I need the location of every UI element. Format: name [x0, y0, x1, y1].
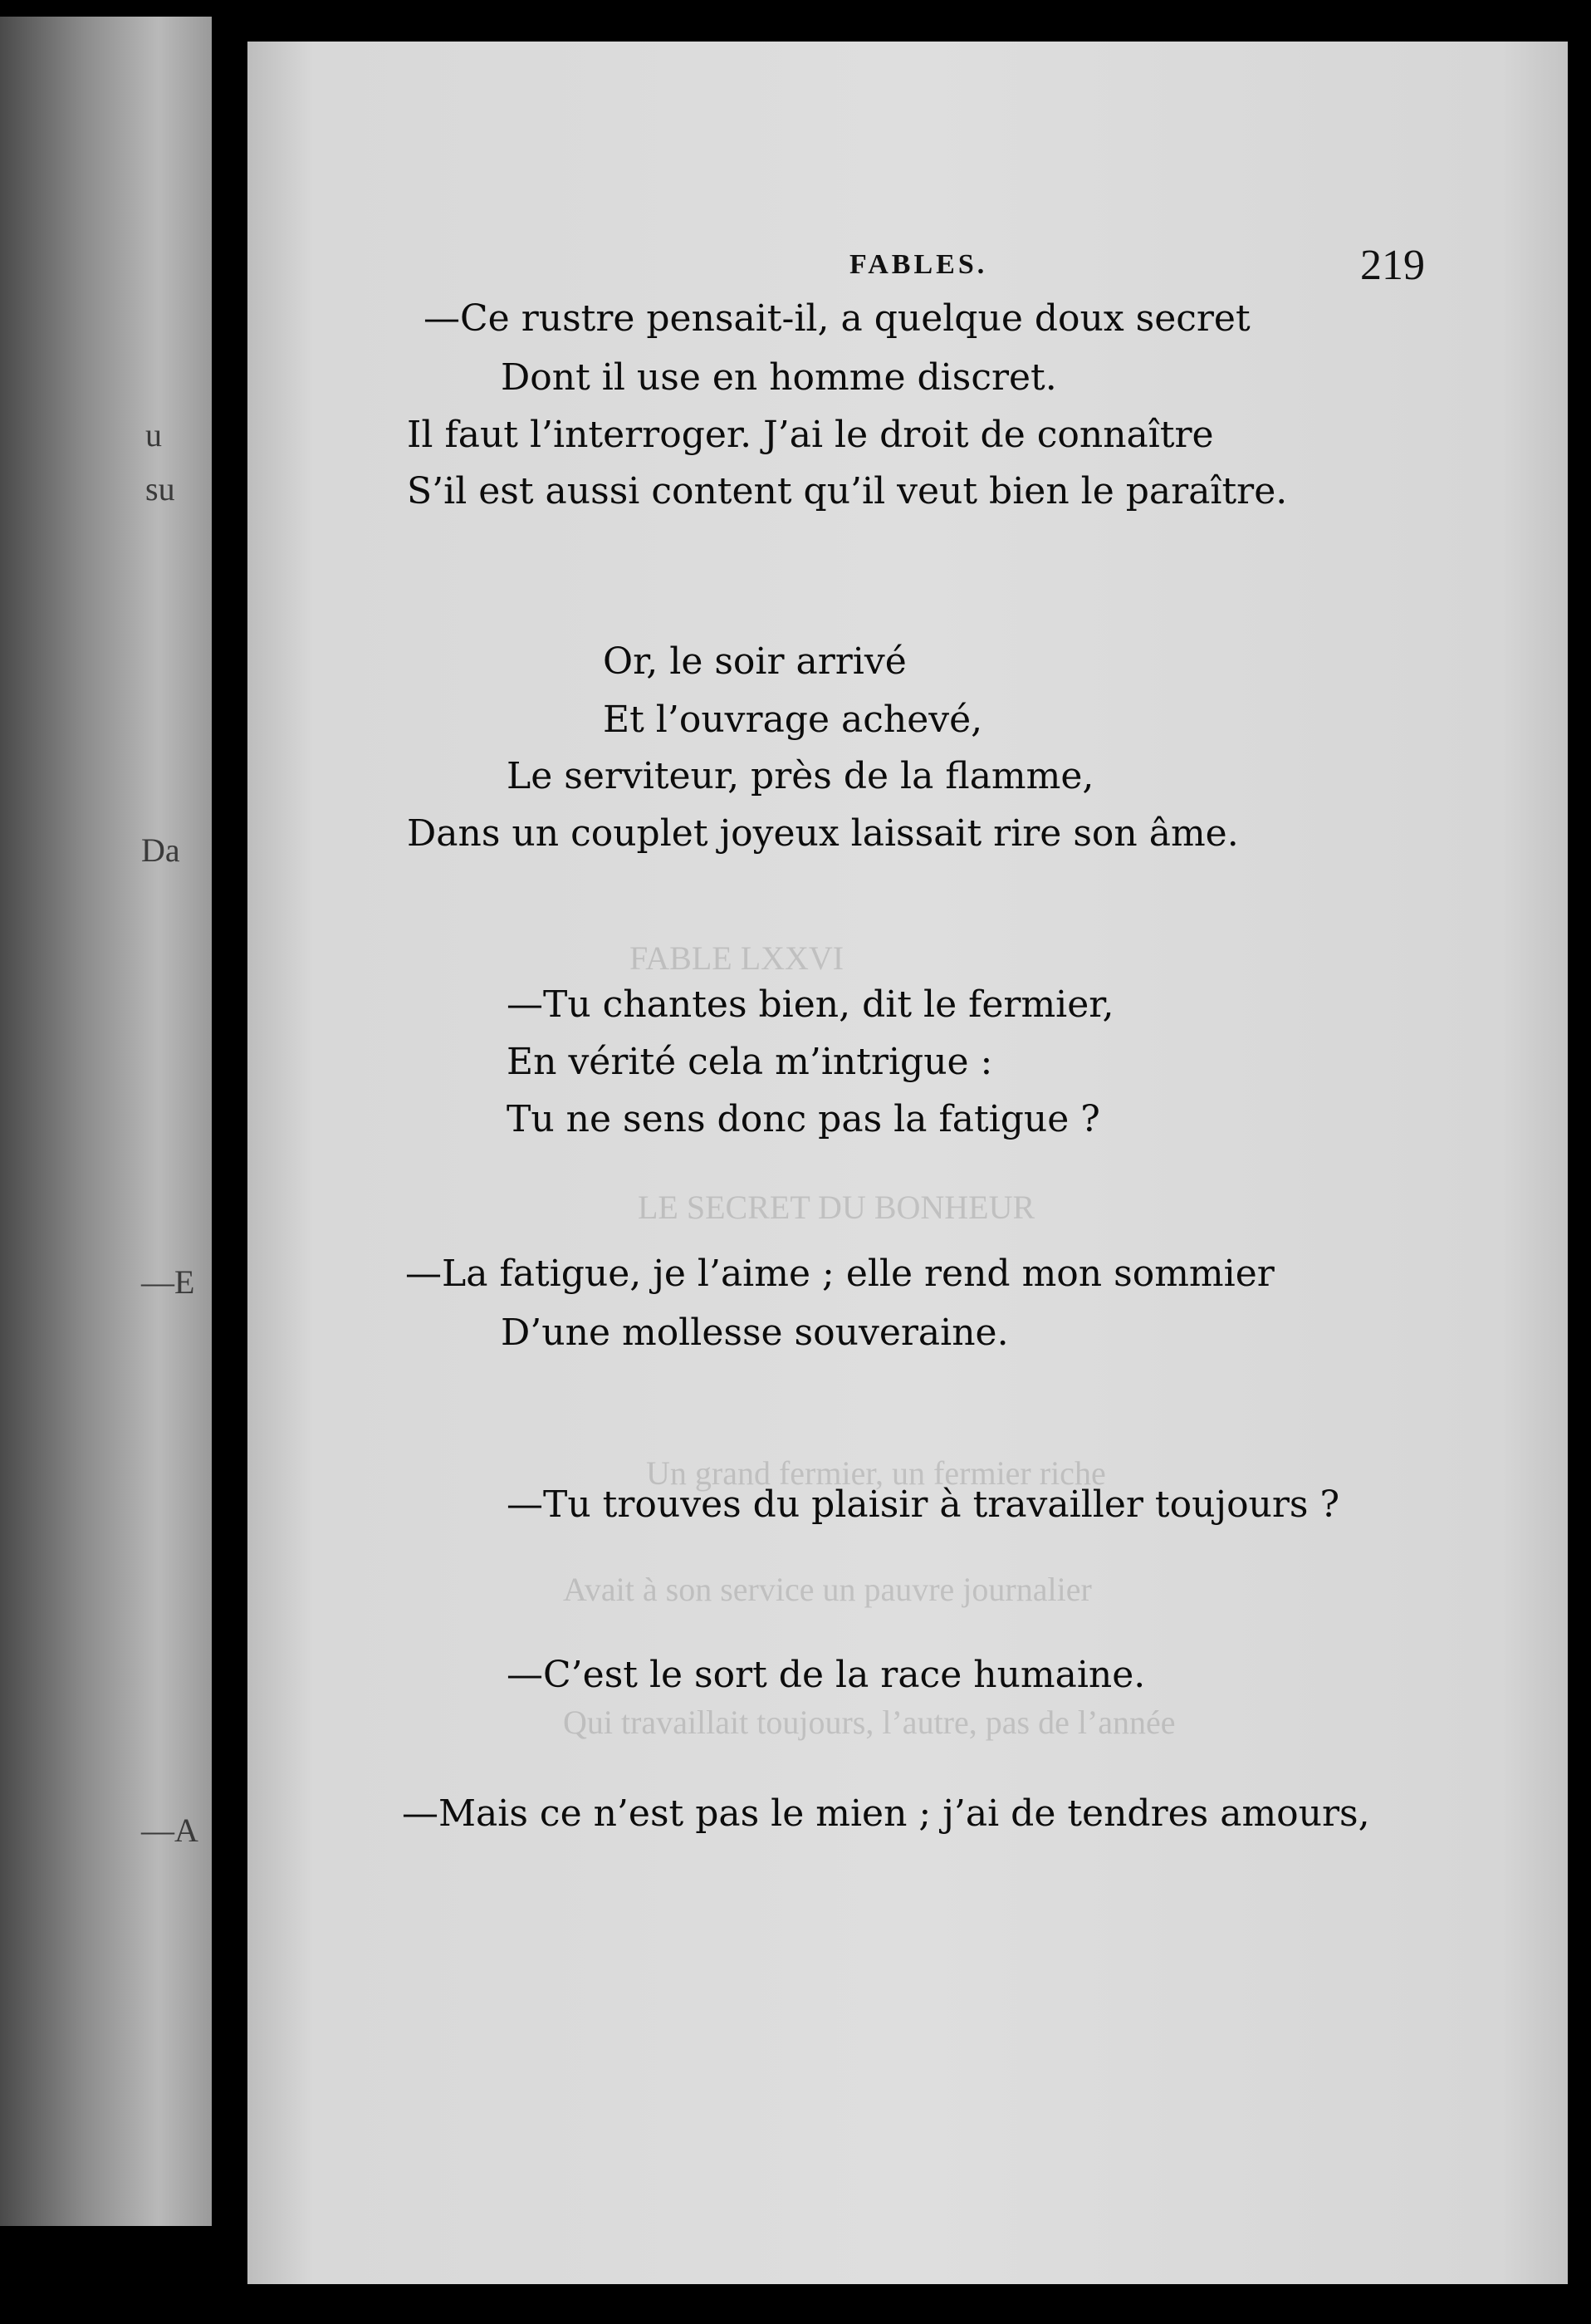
show-through-text: Avait à son service un pauvre journalier [563, 1571, 1092, 1608]
left-page-fragment: Da [141, 831, 180, 869]
poem-line: Dont il use en homme discret. [501, 356, 1057, 399]
poem-line: —La fatigue, je l’aime ; elle rend mon sommier [405, 1253, 1275, 1295]
left-page-edge [0, 17, 212, 2226]
poem-line: En vérité cela m’intrigue : [507, 1041, 993, 1083]
show-through-text: FABLE LXXVI [629, 939, 844, 977]
poem-line: —Tu chantes bien, dit le fermier, [507, 983, 1114, 1026]
poem-text [247, 42, 1568, 2284]
poem-line: —Tu trouves du plaisir à travailler toujours ? [507, 1483, 1340, 1526]
left-page-fragment: u [145, 416, 162, 454]
poem-line: —Ce rustre pensait-il, a quelque doux secret [423, 297, 1251, 340]
poem-line: D’une mollesse souveraine. [501, 1312, 1009, 1354]
show-through-text: Qui travaillait toujours, l’autre, pas de l’année [563, 1704, 1176, 1741]
book-page [247, 42, 1568, 2284]
poem-line: S’il est aussi content qu’il veut bien le paraître. [407, 470, 1288, 512]
poem-line: Or, le soir arrivé [603, 640, 907, 683]
left-page-fragment: —E [141, 1263, 195, 1301]
poem-line: Dans un couplet joyeux laissait rire son âme. [407, 812, 1239, 855]
running-title: FABLES. [849, 249, 988, 280]
poem-line: Et l’ouvrage achevé, [603, 699, 983, 741]
poem-line: —Mais ce n’est pas le mien ; j’ai de tendres amours, [402, 1792, 1370, 1835]
left-page-fragment: —A [141, 1812, 198, 1849]
poem-line: Tu ne sens donc pas la fatigue ? [507, 1098, 1100, 1140]
poem-line: —C’est le sort de la race humaine. [507, 1654, 1146, 1696]
poem-line: Il faut l’interroger. J’ai le droit de connaître [407, 414, 1214, 456]
show-through-text: Un grand fermier, un fermier riche [646, 1454, 1106, 1492]
left-page-fragment: su [145, 470, 175, 507]
show-through-text: LE SECRET DU BONHEUR [638, 1189, 1035, 1226]
page-number: 219 [1360, 242, 1425, 289]
poem-line: Le serviteur, près de la flamme, [507, 755, 1094, 797]
